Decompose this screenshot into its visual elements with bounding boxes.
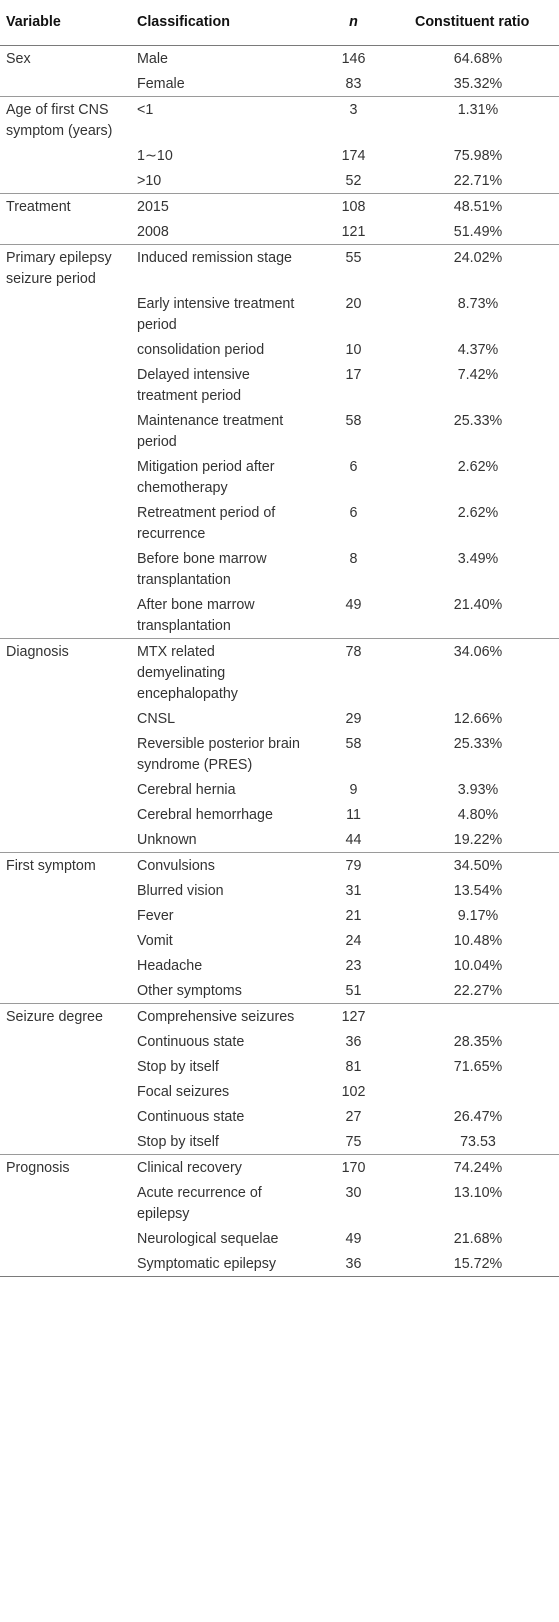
classification-cell: consolidation period bbox=[137, 341, 265, 358]
variable-cell: Prognosis bbox=[0, 1154, 131, 1180]
n-cell: 11 bbox=[346, 806, 361, 823]
ratio-cell: 13.10% bbox=[453, 1184, 503, 1201]
variable-cell-empty bbox=[0, 454, 131, 500]
ratio-cell: 10.04% bbox=[453, 957, 503, 974]
classification-cell: Female bbox=[137, 75, 185, 92]
ratio-cell: 12.66% bbox=[453, 710, 503, 727]
variable-cell: Sex bbox=[0, 45, 131, 71]
variable-cell-empty bbox=[0, 219, 131, 245]
variable-cell-empty bbox=[0, 1226, 131, 1251]
n-cell: 83 bbox=[345, 75, 362, 92]
ratio-cell: 9.17% bbox=[457, 907, 499, 924]
table-row bbox=[0, 408, 559, 454]
classification-cell: Stop by itself bbox=[137, 1058, 219, 1075]
variable-cell-empty bbox=[0, 168, 131, 194]
ratio-cell bbox=[397, 1079, 559, 1104]
ratio-cell: 4.80% bbox=[457, 806, 499, 823]
ratio-cell: 21.40% bbox=[453, 596, 503, 613]
classification-cell: Stop by itself bbox=[137, 1133, 219, 1150]
n-cell: 20 bbox=[345, 295, 362, 312]
table-row bbox=[0, 953, 559, 978]
table-header bbox=[0, 0, 559, 45]
classification-cell: Male bbox=[131, 45, 310, 71]
classification-cell: 2008 bbox=[137, 223, 169, 240]
n-cell: 6 bbox=[349, 458, 358, 475]
ratio-cell: 22.71% bbox=[453, 172, 503, 189]
ratio-cell: 22.27% bbox=[453, 982, 503, 999]
ratio-cell: 26.47% bbox=[453, 1108, 503, 1125]
table-row bbox=[0, 1104, 559, 1129]
variable-cell-empty bbox=[0, 706, 131, 731]
variable-cell: Treatment bbox=[0, 193, 131, 219]
table-row bbox=[0, 852, 559, 878]
table-row bbox=[0, 731, 559, 777]
table-row bbox=[0, 802, 559, 827]
ratio-cell: 8.73% bbox=[457, 295, 499, 312]
table-row bbox=[0, 1180, 559, 1226]
variable-cell-empty bbox=[0, 1180, 131, 1226]
n-cell: 52 bbox=[345, 172, 362, 189]
variable-cell-empty bbox=[0, 1129, 131, 1155]
variable-cell: Diagnosis bbox=[0, 638, 131, 706]
table-row bbox=[0, 219, 559, 245]
n-cell: 6 bbox=[349, 504, 358, 521]
n-cell: 8 bbox=[349, 550, 358, 567]
variable-cell: Age of first CNS symptom (years) bbox=[0, 96, 131, 143]
n-cell: 44 bbox=[345, 831, 362, 848]
n-cell: 58 bbox=[345, 735, 362, 752]
ratio-cell: 1.31% bbox=[397, 96, 559, 143]
ratio-cell: 64.68% bbox=[397, 45, 559, 71]
classification-cell: Reversible posterior brain syndrome (PRES) bbox=[137, 735, 300, 773]
classification-cell: After bone marrow transplantation bbox=[137, 596, 255, 634]
variable-cell-empty bbox=[0, 337, 131, 362]
variable-cell-empty bbox=[0, 592, 131, 639]
ratio-cell: 73.53 bbox=[460, 1133, 496, 1150]
variable-cell-empty bbox=[0, 143, 131, 168]
n-cell: 36 bbox=[345, 1033, 362, 1050]
n-cell: 27 bbox=[345, 1108, 362, 1125]
ratio-cell: 4.37% bbox=[457, 341, 499, 358]
classification-cell: Vomit bbox=[137, 932, 173, 949]
ratio-cell: 35.32% bbox=[453, 75, 503, 92]
ratio-cell: 74.24% bbox=[397, 1154, 559, 1180]
ratio-cell: 24.02% bbox=[397, 244, 559, 291]
n-cell: 55 bbox=[310, 244, 397, 291]
variable-cell-empty bbox=[0, 928, 131, 953]
classification-cell: Other symptoms bbox=[137, 982, 242, 999]
classification-cell: >10 bbox=[137, 172, 162, 189]
n-cell: 36 bbox=[310, 1251, 397, 1277]
table-row bbox=[0, 45, 559, 71]
variable-cell-empty bbox=[0, 903, 131, 928]
classification-cell: 2015 bbox=[131, 193, 310, 219]
classification-cell: Continuous state bbox=[137, 1108, 245, 1125]
classification-cell: 1∼10 bbox=[137, 147, 173, 164]
classification-cell: Retreatment period of recurrence bbox=[137, 504, 276, 542]
table-row bbox=[0, 1129, 559, 1155]
classification-cell: Symptomatic epilepsy bbox=[131, 1251, 310, 1277]
classification-cell: CNSL bbox=[137, 710, 176, 727]
classification-cell: Neurological sequelae bbox=[137, 1230, 279, 1247]
ratio-cell: 75.98% bbox=[453, 147, 503, 164]
classification-cell: Early intensive treatment period bbox=[137, 295, 295, 333]
table-row bbox=[0, 244, 559, 291]
classification-cell: Cerebral hemorrhage bbox=[137, 806, 273, 823]
table-row bbox=[0, 1154, 559, 1180]
n-cell: 121 bbox=[341, 223, 366, 240]
n-cell: 29 bbox=[345, 710, 362, 727]
table-row bbox=[0, 928, 559, 953]
table-row bbox=[0, 454, 559, 500]
variable-cell-empty bbox=[0, 1054, 131, 1079]
classification-cell: Focal seizures bbox=[137, 1083, 230, 1100]
ratio-cell bbox=[397, 1003, 559, 1029]
variable-cell-empty bbox=[0, 71, 131, 97]
table-row bbox=[0, 978, 559, 1004]
ratio-cell: 19.22% bbox=[453, 831, 503, 848]
header-n: n bbox=[310, 0, 397, 45]
header-row bbox=[0, 0, 559, 45]
table-row bbox=[0, 546, 559, 592]
n-cell: 174 bbox=[341, 147, 366, 164]
table-row bbox=[0, 96, 559, 143]
n-cell: 24 bbox=[345, 932, 362, 949]
n-cell: 146 bbox=[310, 45, 397, 71]
table-row bbox=[0, 1079, 559, 1104]
ratio-cell: 25.33% bbox=[453, 412, 503, 429]
ratio-cell: 2.62% bbox=[457, 458, 499, 475]
n-cell: 49 bbox=[345, 1230, 362, 1247]
table-row bbox=[0, 193, 559, 219]
ratio-cell: 21.68% bbox=[453, 1230, 503, 1247]
variable-cell-empty bbox=[0, 546, 131, 592]
ratio-cell: 10.48% bbox=[453, 932, 503, 949]
variable-cell-empty bbox=[0, 953, 131, 978]
variable-cell-empty bbox=[0, 827, 131, 853]
ratio-cell: 48.51% bbox=[397, 193, 559, 219]
classification-cell: Cerebral hernia bbox=[137, 781, 236, 798]
classification-cell: Clinical recovery bbox=[131, 1154, 310, 1180]
n-cell: 31 bbox=[345, 882, 362, 899]
classification-cell: Comprehensive seizures bbox=[131, 1003, 310, 1029]
classification-cell: Mitigation period after chemotherapy bbox=[137, 458, 275, 496]
variable-cell-empty bbox=[0, 777, 131, 802]
n-cell: 81 bbox=[345, 1058, 362, 1075]
n-cell: 108 bbox=[310, 193, 397, 219]
n-cell: 58 bbox=[345, 412, 362, 429]
classification-cell: Maintenance treatment period bbox=[137, 412, 284, 450]
classification-cell: Induced remission stage bbox=[131, 244, 310, 291]
ratio-cell: 3.93% bbox=[457, 781, 499, 798]
table-row bbox=[0, 592, 559, 639]
classification-cell: Unknown bbox=[137, 831, 197, 848]
table-row bbox=[0, 1003, 559, 1029]
n-cell: 170 bbox=[310, 1154, 397, 1180]
classification-cell: Blurred vision bbox=[137, 882, 224, 899]
variable-cell: First symptom bbox=[0, 852, 131, 878]
header-constituent-ratio: Constituent ratio bbox=[397, 0, 559, 45]
table-row bbox=[0, 1251, 559, 1277]
ratio-cell: 13.54% bbox=[453, 882, 503, 899]
variable-cell-empty bbox=[0, 408, 131, 454]
header-classification: Classification bbox=[131, 0, 310, 45]
classification-cell: Fever bbox=[137, 907, 174, 924]
n-cell: 10 bbox=[345, 341, 362, 358]
n-cell: 17 bbox=[345, 366, 362, 383]
ratio-cell: 7.42% bbox=[457, 366, 499, 383]
table-row bbox=[0, 500, 559, 546]
variable-cell-empty bbox=[0, 500, 131, 546]
ratio-cell: 25.33% bbox=[453, 735, 503, 752]
variable-cell-empty bbox=[0, 1251, 131, 1277]
n-cell: 102 bbox=[341, 1083, 366, 1100]
table-row bbox=[0, 878, 559, 903]
ratio-cell: 15.72% bbox=[397, 1251, 559, 1277]
header-variable: Variable bbox=[0, 0, 131, 45]
ratio-cell: 2.62% bbox=[457, 504, 499, 521]
table-row bbox=[0, 706, 559, 731]
classification-cell: Convulsions bbox=[131, 852, 310, 878]
ratio-cell: 51.49% bbox=[453, 223, 503, 240]
ratio-cell: 28.35% bbox=[453, 1033, 503, 1050]
variable-cell-empty bbox=[0, 731, 131, 777]
n-cell: 51 bbox=[345, 982, 362, 999]
ratio-cell: 34.50% bbox=[397, 852, 559, 878]
classification-cell: Acute recurrence of epilepsy bbox=[137, 1184, 262, 1222]
variable-cell-empty bbox=[0, 1079, 131, 1104]
variable-cell-empty bbox=[0, 1104, 131, 1129]
variable-cell-empty bbox=[0, 291, 131, 337]
n-cell: 30 bbox=[345, 1184, 362, 1201]
table-row bbox=[0, 1054, 559, 1079]
classification-cell: Headache bbox=[137, 957, 203, 974]
ratio-cell: 34.06% bbox=[397, 638, 559, 706]
table-row bbox=[0, 168, 559, 194]
table-row bbox=[0, 337, 559, 362]
classification-cell: Before bone marrow transplantation bbox=[137, 550, 267, 588]
n-cell: 127 bbox=[310, 1003, 397, 1029]
table-row bbox=[0, 903, 559, 928]
variable-cell: Seizure degree bbox=[0, 1003, 131, 1029]
n-cell: 3 bbox=[310, 96, 397, 143]
n-cell: 79 bbox=[310, 852, 397, 878]
classification-cell: Continuous state bbox=[137, 1033, 245, 1050]
variable-cell-empty bbox=[0, 878, 131, 903]
table-row bbox=[0, 362, 559, 408]
variable-cell-empty bbox=[0, 1029, 131, 1054]
table-row bbox=[0, 638, 559, 706]
ratio-cell: 71.65% bbox=[453, 1058, 503, 1075]
n-cell: 78 bbox=[310, 638, 397, 706]
ratio-cell: 3.49% bbox=[457, 550, 499, 567]
table-row bbox=[0, 291, 559, 337]
table-row bbox=[0, 143, 559, 168]
classification-cell: MTX related demyelinating encephalopathy bbox=[131, 638, 310, 706]
n-cell: 75 bbox=[345, 1133, 362, 1150]
n-cell: 21 bbox=[345, 907, 362, 924]
table-row bbox=[0, 827, 559, 853]
variable-cell-empty bbox=[0, 978, 131, 1004]
table-row bbox=[0, 1226, 559, 1251]
n-cell: 23 bbox=[345, 957, 362, 974]
variable-cell: Primary epilepsy seizure period bbox=[0, 244, 131, 291]
table-row bbox=[0, 1029, 559, 1054]
table-body bbox=[0, 45, 559, 1276]
table-row bbox=[0, 71, 559, 97]
n-cell: 9 bbox=[349, 781, 358, 798]
classification-cell: Delayed intensive treatment period bbox=[137, 366, 250, 404]
table-row bbox=[0, 777, 559, 802]
variable-cell-empty bbox=[0, 802, 131, 827]
classification-cell: <1 bbox=[131, 96, 310, 143]
n-cell: 49 bbox=[345, 596, 362, 613]
variable-cell-empty bbox=[0, 362, 131, 408]
